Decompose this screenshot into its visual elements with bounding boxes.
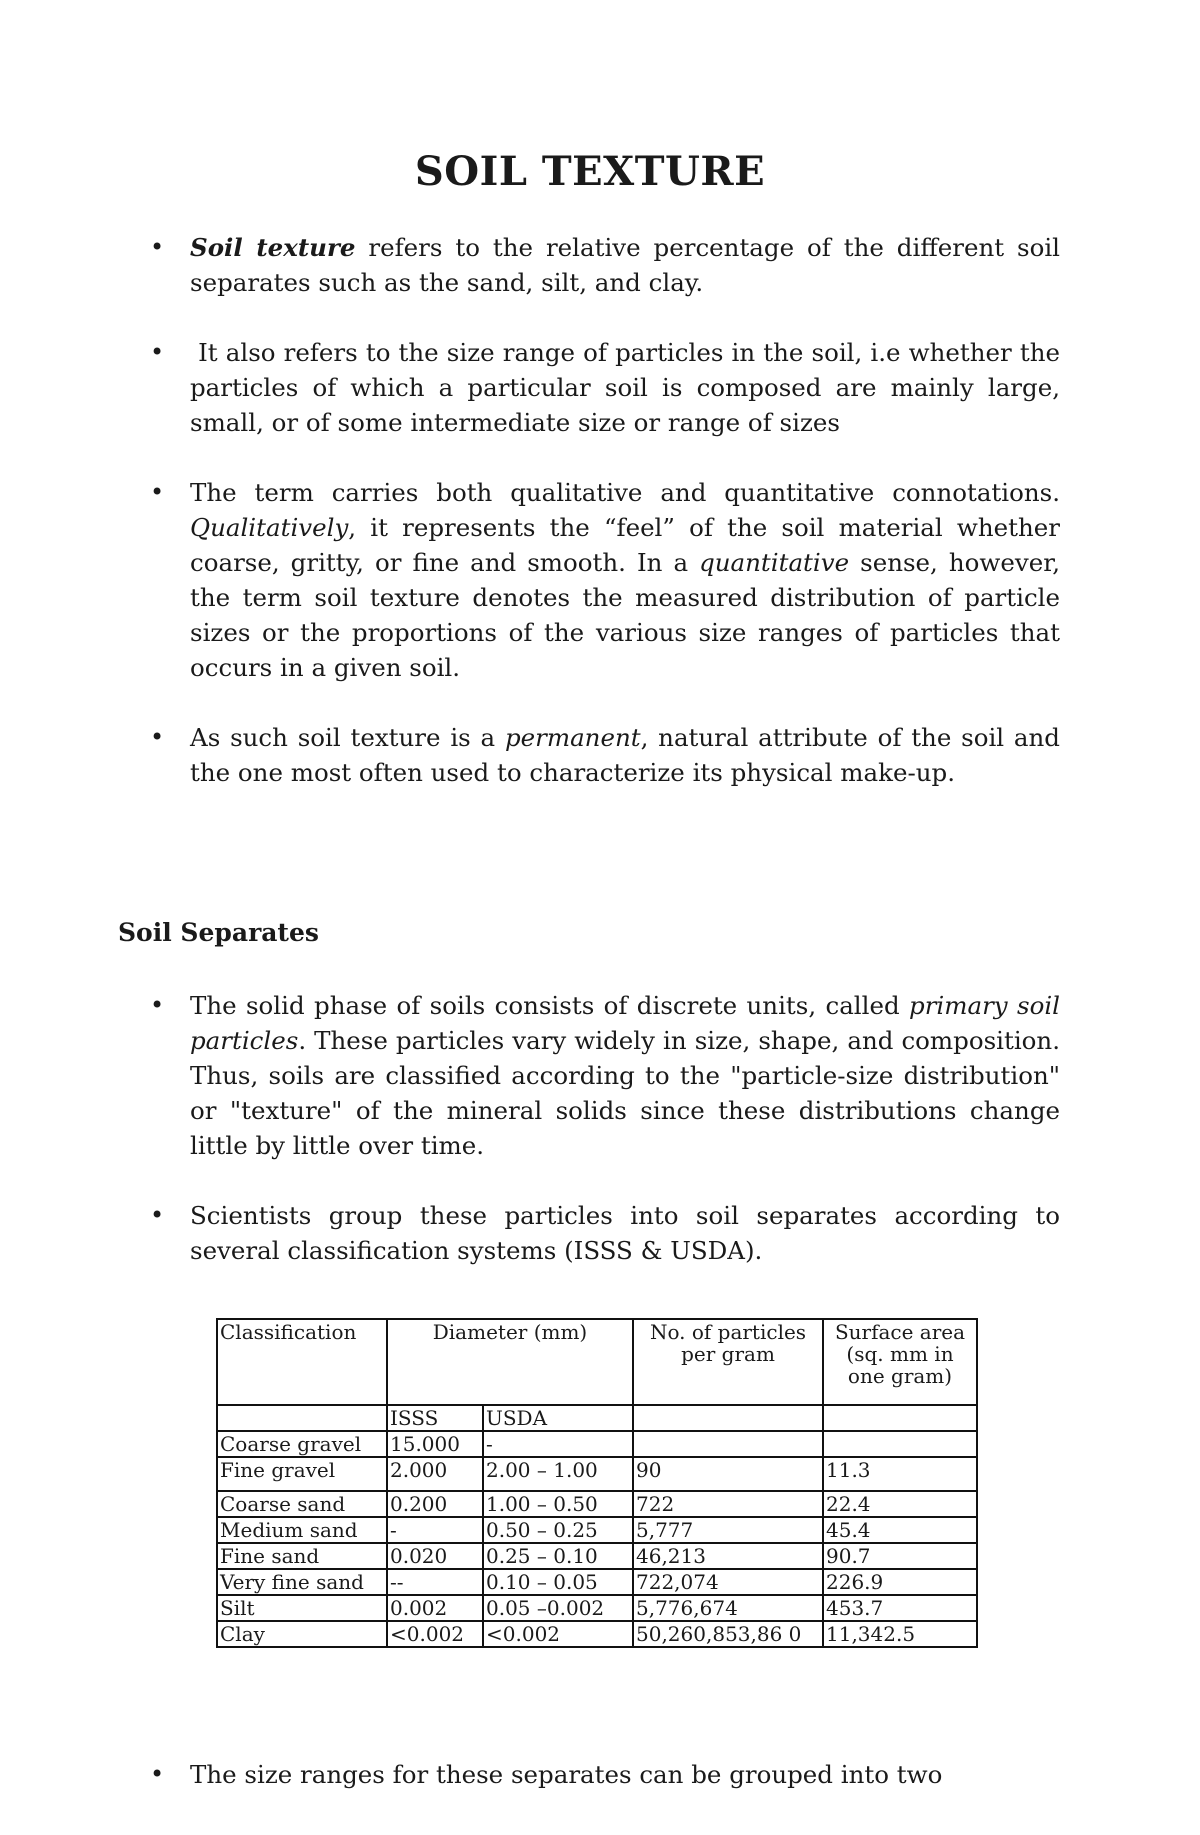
cell-classification: Fine gravel	[217, 1457, 387, 1491]
header-diameter: Diameter (mm)	[387, 1319, 633, 1405]
cell-isss: 0.002	[387, 1595, 483, 1621]
cell-surface	[823, 1431, 977, 1457]
page-title: SOIL TEXTURE	[414, 148, 766, 195]
cell-particles: 90	[633, 1457, 823, 1491]
cell-isss: --	[387, 1569, 483, 1595]
cell-usda: 0.50 – 0.25	[483, 1517, 633, 1543]
cell-particles: 46,213	[633, 1543, 823, 1569]
bullet-text: . These particles vary widely in size, shape, and composition. Thus, soils are classified according to the "particle-size distribution" or "texture" of the mineral solids since these distributions change little by little over time.	[190, 1026, 1060, 1160]
cell-surface: 11.3	[823, 1457, 977, 1491]
cell-usda: -	[483, 1431, 633, 1457]
subheader-empty	[217, 1405, 387, 1431]
cell-isss: 15.000	[387, 1431, 483, 1457]
closing-bullet-list	[150, 1757, 1060, 1792]
table-row	[217, 1621, 977, 1647]
header-surface-area: Surface area (sq. mm in one gram)	[823, 1319, 977, 1405]
cell-surface: 90.7	[823, 1543, 977, 1569]
cell-particles: 5,777	[633, 1517, 823, 1543]
emphasis-qualitatively: Qualitatively	[190, 513, 349, 542]
cell-isss: 0.200	[387, 1491, 483, 1517]
cell-particles: 50,260,853,86 0	[633, 1621, 823, 1647]
cell-usda: 2.00 – 1.00	[483, 1457, 633, 1491]
cell-isss: 0.020	[387, 1543, 483, 1569]
table-row	[217, 1543, 977, 1569]
cell-usda: <0.002	[483, 1621, 633, 1647]
emphasis-quantitative: quantitative	[699, 548, 850, 577]
bullet-permanent-attribute	[150, 720, 1060, 790]
cell-classification: Very fine sand	[217, 1569, 387, 1595]
bullet-soil-texture-definition	[150, 230, 1060, 300]
subheader-usda: USDA	[483, 1405, 633, 1431]
bullet-text: As such soil texture is a	[190, 723, 505, 752]
subheader-empty	[633, 1405, 823, 1431]
cell-isss: -	[387, 1517, 483, 1543]
bullet-size-range-groups	[150, 1757, 1060, 1792]
emphasis-permanent: permanent	[504, 723, 641, 752]
table-row	[217, 1517, 977, 1543]
bullet-text: , natural attribute of the soil and the one most often used to characterize its physical make-up.	[190, 723, 1060, 787]
cell-surface: 22.4	[823, 1491, 977, 1517]
cell-usda: 0.10 – 0.05	[483, 1569, 633, 1595]
bullet-text: It also refers to the size range of particles in the soil, i.e whether the particles of which a particular soil is composed are mainly large, small, or of some intermediate size or range of sizes	[190, 338, 1060, 437]
cell-surface: 453.7	[823, 1595, 977, 1621]
cell-classification: Fine sand	[217, 1543, 387, 1569]
bullet-classification-systems	[150, 1198, 1060, 1268]
bullet-text: The solid phase of soils consists of discrete units, called	[190, 991, 910, 1020]
cell-isss: 2.000	[387, 1457, 483, 1491]
bullet-qualitative-quantitative	[150, 475, 1060, 685]
cell-surface: 226.9	[823, 1569, 977, 1595]
cell-classification: Medium sand	[217, 1517, 387, 1543]
emphasis-primary-soil-particles: primary soil particles	[190, 991, 1061, 1055]
intro-bullet-list	[150, 230, 1060, 790]
section-heading-soil-separates: Soil Separates	[118, 918, 319, 947]
table-row	[217, 1569, 977, 1595]
header-classification: Classification	[217, 1319, 387, 1405]
table-row	[217, 1431, 977, 1457]
cell-particles: 5,776,674	[633, 1595, 823, 1621]
cell-particles: 722,074	[633, 1569, 823, 1595]
bullet-text: The term carries both qualitative and quantitative connotations.	[190, 478, 1060, 507]
table-row	[217, 1457, 977, 1491]
cell-usda: 0.05 –0.002	[483, 1595, 633, 1621]
bullet-text: Scientists group these particles into soil separates according to several classification systems (ISSS & USDA).	[190, 1201, 1060, 1265]
cell-classification: Silt	[217, 1595, 387, 1621]
subheader-empty	[823, 1405, 977, 1431]
term-soil-texture: Soil texture	[190, 233, 356, 262]
cell-particles: 722	[633, 1491, 823, 1517]
bullet-primary-particles	[150, 988, 1060, 1163]
soil-separates-table	[216, 1318, 978, 1648]
table-header-row	[217, 1319, 977, 1405]
bullet-text: The size ranges for these separates can be grouped into two	[190, 1760, 943, 1789]
table-subheader-row	[217, 1405, 977, 1431]
cell-classification: Coarse gravel	[217, 1431, 387, 1457]
bullet-size-range	[150, 335, 1060, 440]
bullet-text: , it represents the “feel” of the soil material whether coarse, gritty, or fine and smooth. In a	[190, 513, 1060, 577]
cell-particles	[633, 1431, 823, 1457]
cell-classification: Coarse sand	[217, 1491, 387, 1517]
cell-surface: 11,342.5	[823, 1621, 977, 1647]
table-row	[217, 1595, 977, 1621]
cell-classification: Clay	[217, 1621, 387, 1647]
bullet-text: refers to the relative percentage of the different soil separates such as the sand, silt, and clay.	[190, 233, 1060, 297]
separates-bullet-list	[150, 988, 1060, 1268]
cell-usda: 0.25 – 0.10	[483, 1543, 633, 1569]
cell-isss: <0.002	[387, 1621, 483, 1647]
header-particles: No. of particles per gram	[633, 1319, 823, 1405]
bullet-text: sense, however, the term soil texture denotes the measured distribution of particle sizes or the proportions of the various size ranges of particles that occurs in a given soil.	[190, 548, 1060, 682]
cell-surface: 45.4	[823, 1517, 977, 1543]
table-row	[217, 1491, 977, 1517]
cell-usda: 1.00 – 0.50	[483, 1491, 633, 1517]
subheader-isss: ISSS	[387, 1405, 483, 1431]
